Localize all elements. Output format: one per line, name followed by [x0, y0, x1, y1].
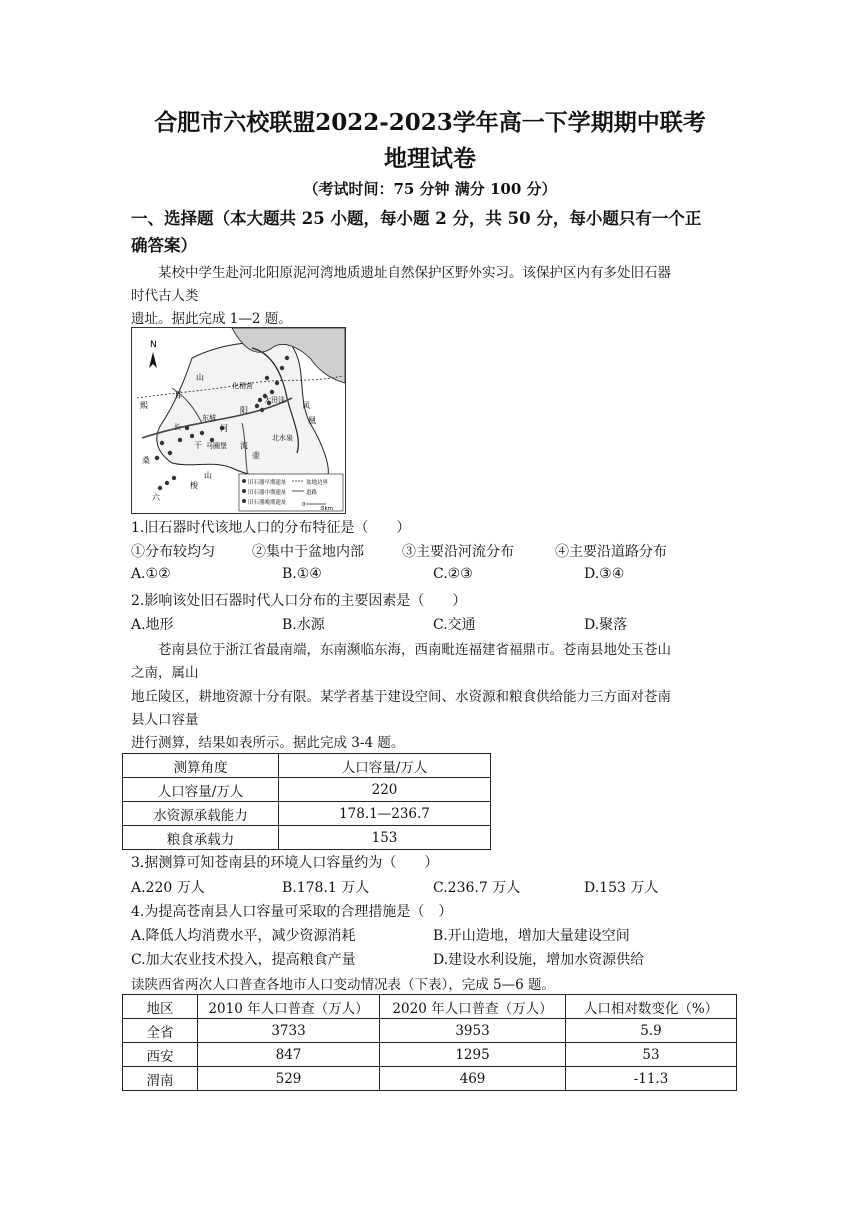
q1-option-a[interactable]: A.①②	[131, 566, 171, 582]
passage2-line3: 地丘陵区，耕地资源十分有限。某学者基于建设空间、水资源和粮食供给能力三方面对苍南	[131, 689, 671, 705]
svg-text:旧石器晚期遗址: 旧石器晚期遗址	[248, 500, 287, 506]
map-label: 流	[240, 441, 248, 450]
table-cell: 人口容量/万人	[123, 778, 279, 802]
table-row	[123, 802, 491, 826]
section-heading: 一、选择题（本大题共 25 小题，每小题 2 分，共 50 分，每小题只有一个正	[131, 209, 702, 228]
table-header: 人口相对数变化（%）	[566, 995, 737, 1019]
q3-option-d[interactable]: D.153 万人	[584, 880, 659, 896]
table-row	[123, 826, 491, 850]
q1-stem: 1.旧石器时代该地人口的分布特征是（ ）	[131, 520, 411, 536]
section-heading-cont: 确答案）	[131, 236, 197, 255]
q2-option-a[interactable]: A.地形	[131, 617, 174, 633]
table-cell: 水资源承载能力	[123, 802, 279, 826]
map-label: 阳	[240, 406, 248, 415]
map-label: 马圈堡	[206, 442, 227, 450]
table-header: 人口容量/万人	[279, 754, 491, 778]
q4-stem: 4.为提高苍南县人口容量可采取的合理措施是（ ）	[131, 904, 453, 920]
site-map	[131, 327, 346, 514]
passage2-line2: 之南，属山	[131, 665, 199, 681]
q3-option-b[interactable]: B.178.1 万人	[282, 880, 370, 896]
exam-subtitle: 地理试卷	[384, 145, 476, 172]
svg-text:旧石器早期遗址: 旧石器早期遗址	[248, 480, 287, 486]
table-cell: -11.3	[566, 1067, 737, 1091]
table-header: 2020 年人口普查（万人）	[380, 995, 566, 1019]
table-header: 测算角度	[123, 754, 279, 778]
table-header: 地区	[123, 995, 198, 1019]
table-cell: 53	[566, 1043, 737, 1067]
map-label: 梭	[190, 481, 198, 490]
table-cell: 5.9	[566, 1019, 737, 1043]
q1-item: ③主要沿河流分布	[402, 544, 514, 560]
map-label: 凰	[308, 416, 316, 425]
table-row	[123, 1019, 737, 1043]
table-cell: 3953	[380, 1019, 566, 1043]
q4-option-a[interactable]: A.降低人均消费水平，减少资源消耗	[131, 928, 356, 944]
q1-option-c[interactable]: C.②③	[433, 566, 473, 582]
q1-option-d[interactable]: D.③④	[584, 566, 625, 582]
map-label: 北水泉	[272, 434, 293, 442]
q3-stem: 3.据测算可知苍南县的环境人口容量约为（ ）	[131, 855, 439, 871]
svg-text:0: 0	[302, 502, 306, 508]
passage1-line3: 遗址。据此完成 1—2 题。	[131, 311, 292, 327]
map-label: 六	[152, 493, 160, 502]
table-row	[123, 1067, 737, 1091]
table-cell: 粮食承载力	[123, 826, 279, 850]
q2-option-c[interactable]: C.交通	[433, 617, 476, 633]
table-cell: 178.1—236.7	[279, 802, 491, 826]
passage2-line5: 进行测算，结果如表所示。据此完成 3-4 题。	[131, 735, 405, 751]
census-table	[122, 994, 737, 1091]
map-label: 桑	[142, 456, 150, 465]
table-cell: 3733	[198, 1019, 380, 1043]
map-label: 熙	[140, 401, 148, 410]
capacity-table	[122, 753, 491, 850]
q1-item: ②集中于盆地内部	[252, 544, 364, 560]
map-label: 东城	[202, 414, 216, 422]
q4-option-c[interactable]: C.加大农业技术投入，提高粮食产量	[131, 952, 356, 968]
svg-text:道路: 道路	[306, 490, 318, 496]
q1-option-b[interactable]: B.①④	[282, 566, 322, 582]
map-label: 干	[194, 441, 202, 450]
exam-info: （考试时间：75 分钟 满分 100 分）	[303, 180, 557, 198]
svg-text:旧石器中期遗址: 旧石器中期遗址	[248, 490, 287, 496]
map-label: 凤	[302, 401, 310, 410]
q1-item: ④主要沿道路分布	[555, 544, 667, 560]
q3-option-c[interactable]: C.236.7 万人	[433, 880, 521, 896]
q1-item: ①分布较均匀	[131, 544, 215, 560]
exam-title: 合肥市六校联盟2022-2023学年高一下学期期中联考	[154, 109, 706, 136]
map-label: 山	[204, 471, 212, 480]
map-label: 大田洼	[264, 396, 285, 404]
map-label: 化稍营	[232, 382, 253, 390]
table-header: 2010 年人口普查（万人）	[198, 995, 380, 1019]
map-north-label: N	[150, 340, 157, 350]
table-cell: 529	[198, 1067, 380, 1091]
q2-option-d[interactable]: D.聚落	[584, 617, 628, 633]
passage2-line4: 县人口容量	[131, 712, 199, 728]
table-row	[123, 778, 491, 802]
table-cell: 153	[279, 826, 491, 850]
table-row	[123, 1043, 737, 1067]
q4-option-b[interactable]: B.开山造地，增加大量建设空间	[433, 928, 630, 944]
table-cell: 渭南	[123, 1067, 198, 1091]
map-label: 长	[174, 423, 181, 431]
q4-option-d[interactable]: D.建设水利设施，增加水资源供给	[433, 952, 645, 968]
table-cell: 1295	[380, 1043, 566, 1067]
q2-stem: 2.影响该处旧石器时代人口分布的主要因素是（ ）	[131, 593, 467, 609]
table-cell: 220	[279, 778, 491, 802]
map-label: 耳	[174, 391, 182, 400]
map-label: 山	[196, 373, 204, 382]
table-cell: 469	[380, 1067, 566, 1091]
passage1-line1: 某校中学生赴河北阳原泥河湾地质遗址自然保护区野外实习。该保护区内有多处旧石器	[158, 265, 671, 281]
table-cell: 西安	[123, 1043, 198, 1067]
svg-text:5km: 5km	[321, 506, 334, 512]
passage1-line2: 时代古人类	[131, 288, 199, 304]
q3-option-a[interactable]: A.220 万人	[131, 880, 205, 896]
map-label: 壶	[252, 451, 260, 460]
passage3-line1: 读陕西省两次人口普查各地市人口变动情况表（下表），完成 5—6 题。	[131, 977, 556, 993]
map-label: 河	[220, 424, 228, 433]
q2-option-b[interactable]: B.水源	[282, 617, 325, 633]
passage2-line1: 苍南县位于浙江省最南端，东南濒临东海，西南毗连福建省福鼎市。苍南县地处玉苍山	[158, 642, 671, 658]
svg-text:盆地边界: 盆地边界	[306, 480, 329, 486]
map-legend	[239, 474, 343, 512]
table-cell: 847	[198, 1043, 380, 1067]
table-cell: 全省	[123, 1019, 198, 1043]
